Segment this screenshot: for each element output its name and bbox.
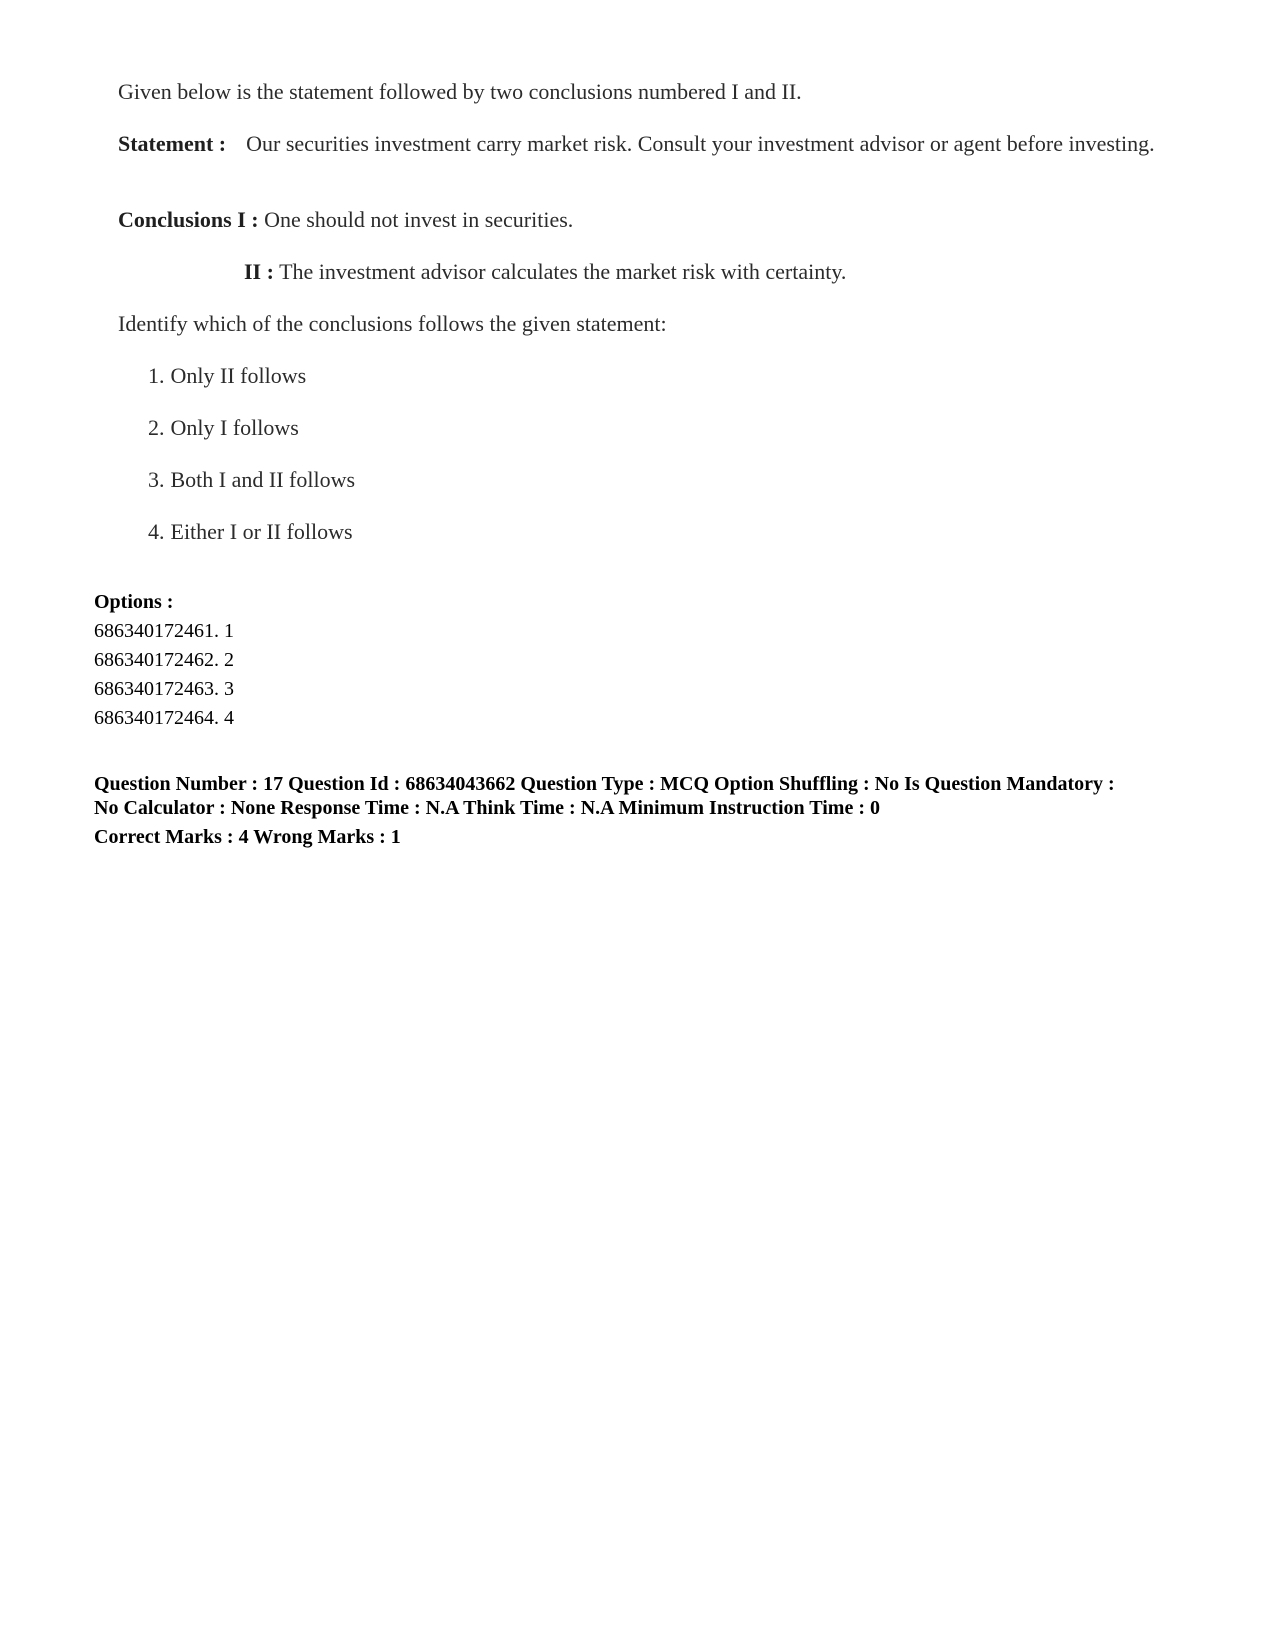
- choice-text: Either I or II follows: [170, 519, 353, 544]
- options-title: Options :: [94, 591, 174, 613]
- choice-number: 2.: [148, 415, 165, 440]
- choice-number: 4.: [148, 519, 165, 544]
- question-metadata: [94, 772, 1204, 849]
- question-prompt: Identify which of the conclusions follows the given statement:: [118, 311, 667, 336]
- question-intro: Given below is the statement followed by two conclusions numbered I and II.: [118, 79, 802, 104]
- answer-choice: [148, 466, 355, 494]
- conclusion-1: [118, 206, 573, 234]
- options-list: [94, 588, 234, 733]
- choice-number: 1.: [148, 363, 165, 388]
- statement-label: Statement :: [118, 131, 227, 156]
- option-item: 686340172463. 3: [94, 678, 234, 700]
- metadata-line-1: Question Number : 17 Question Id : 68634043662 Question Type : MCQ Option Shuffling : No Is Question Mandatory :: [94, 773, 1115, 795]
- statement-text: Our securities investment carry market risk. Consult your investment advisor or agent before investing.: [246, 131, 1155, 156]
- conclusion-1-label: Conclusions I :: [118, 207, 259, 232]
- choice-number: 3.: [148, 467, 165, 492]
- answer-choice: [148, 414, 299, 442]
- marks-line: Correct Marks : 4 Wrong Marks : 1: [94, 826, 401, 848]
- answer-choice: [148, 518, 353, 546]
- option-item: 686340172462. 2: [94, 649, 234, 671]
- answer-choice: [148, 362, 306, 390]
- choice-text: Only II follows: [170, 363, 307, 388]
- conclusion-2: [244, 258, 846, 286]
- statement: [118, 130, 1178, 158]
- choice-text: Only I follows: [170, 415, 299, 440]
- conclusion-2-label: II :: [244, 259, 274, 284]
- conclusion-1-text: One should not invest in securities.: [264, 207, 574, 232]
- choice-text: Both I and II follows: [170, 467, 356, 492]
- option-item: 686340172461. 1: [94, 620, 234, 642]
- conclusion-2-text: The investment advisor calculates the market risk with certainty.: [279, 259, 847, 284]
- metadata-line-2: No Calculator : None Response Time : N.A Think Time : N.A Minimum Instruction Time : 0: [94, 797, 880, 819]
- option-item: 686340172464. 4: [94, 707, 234, 729]
